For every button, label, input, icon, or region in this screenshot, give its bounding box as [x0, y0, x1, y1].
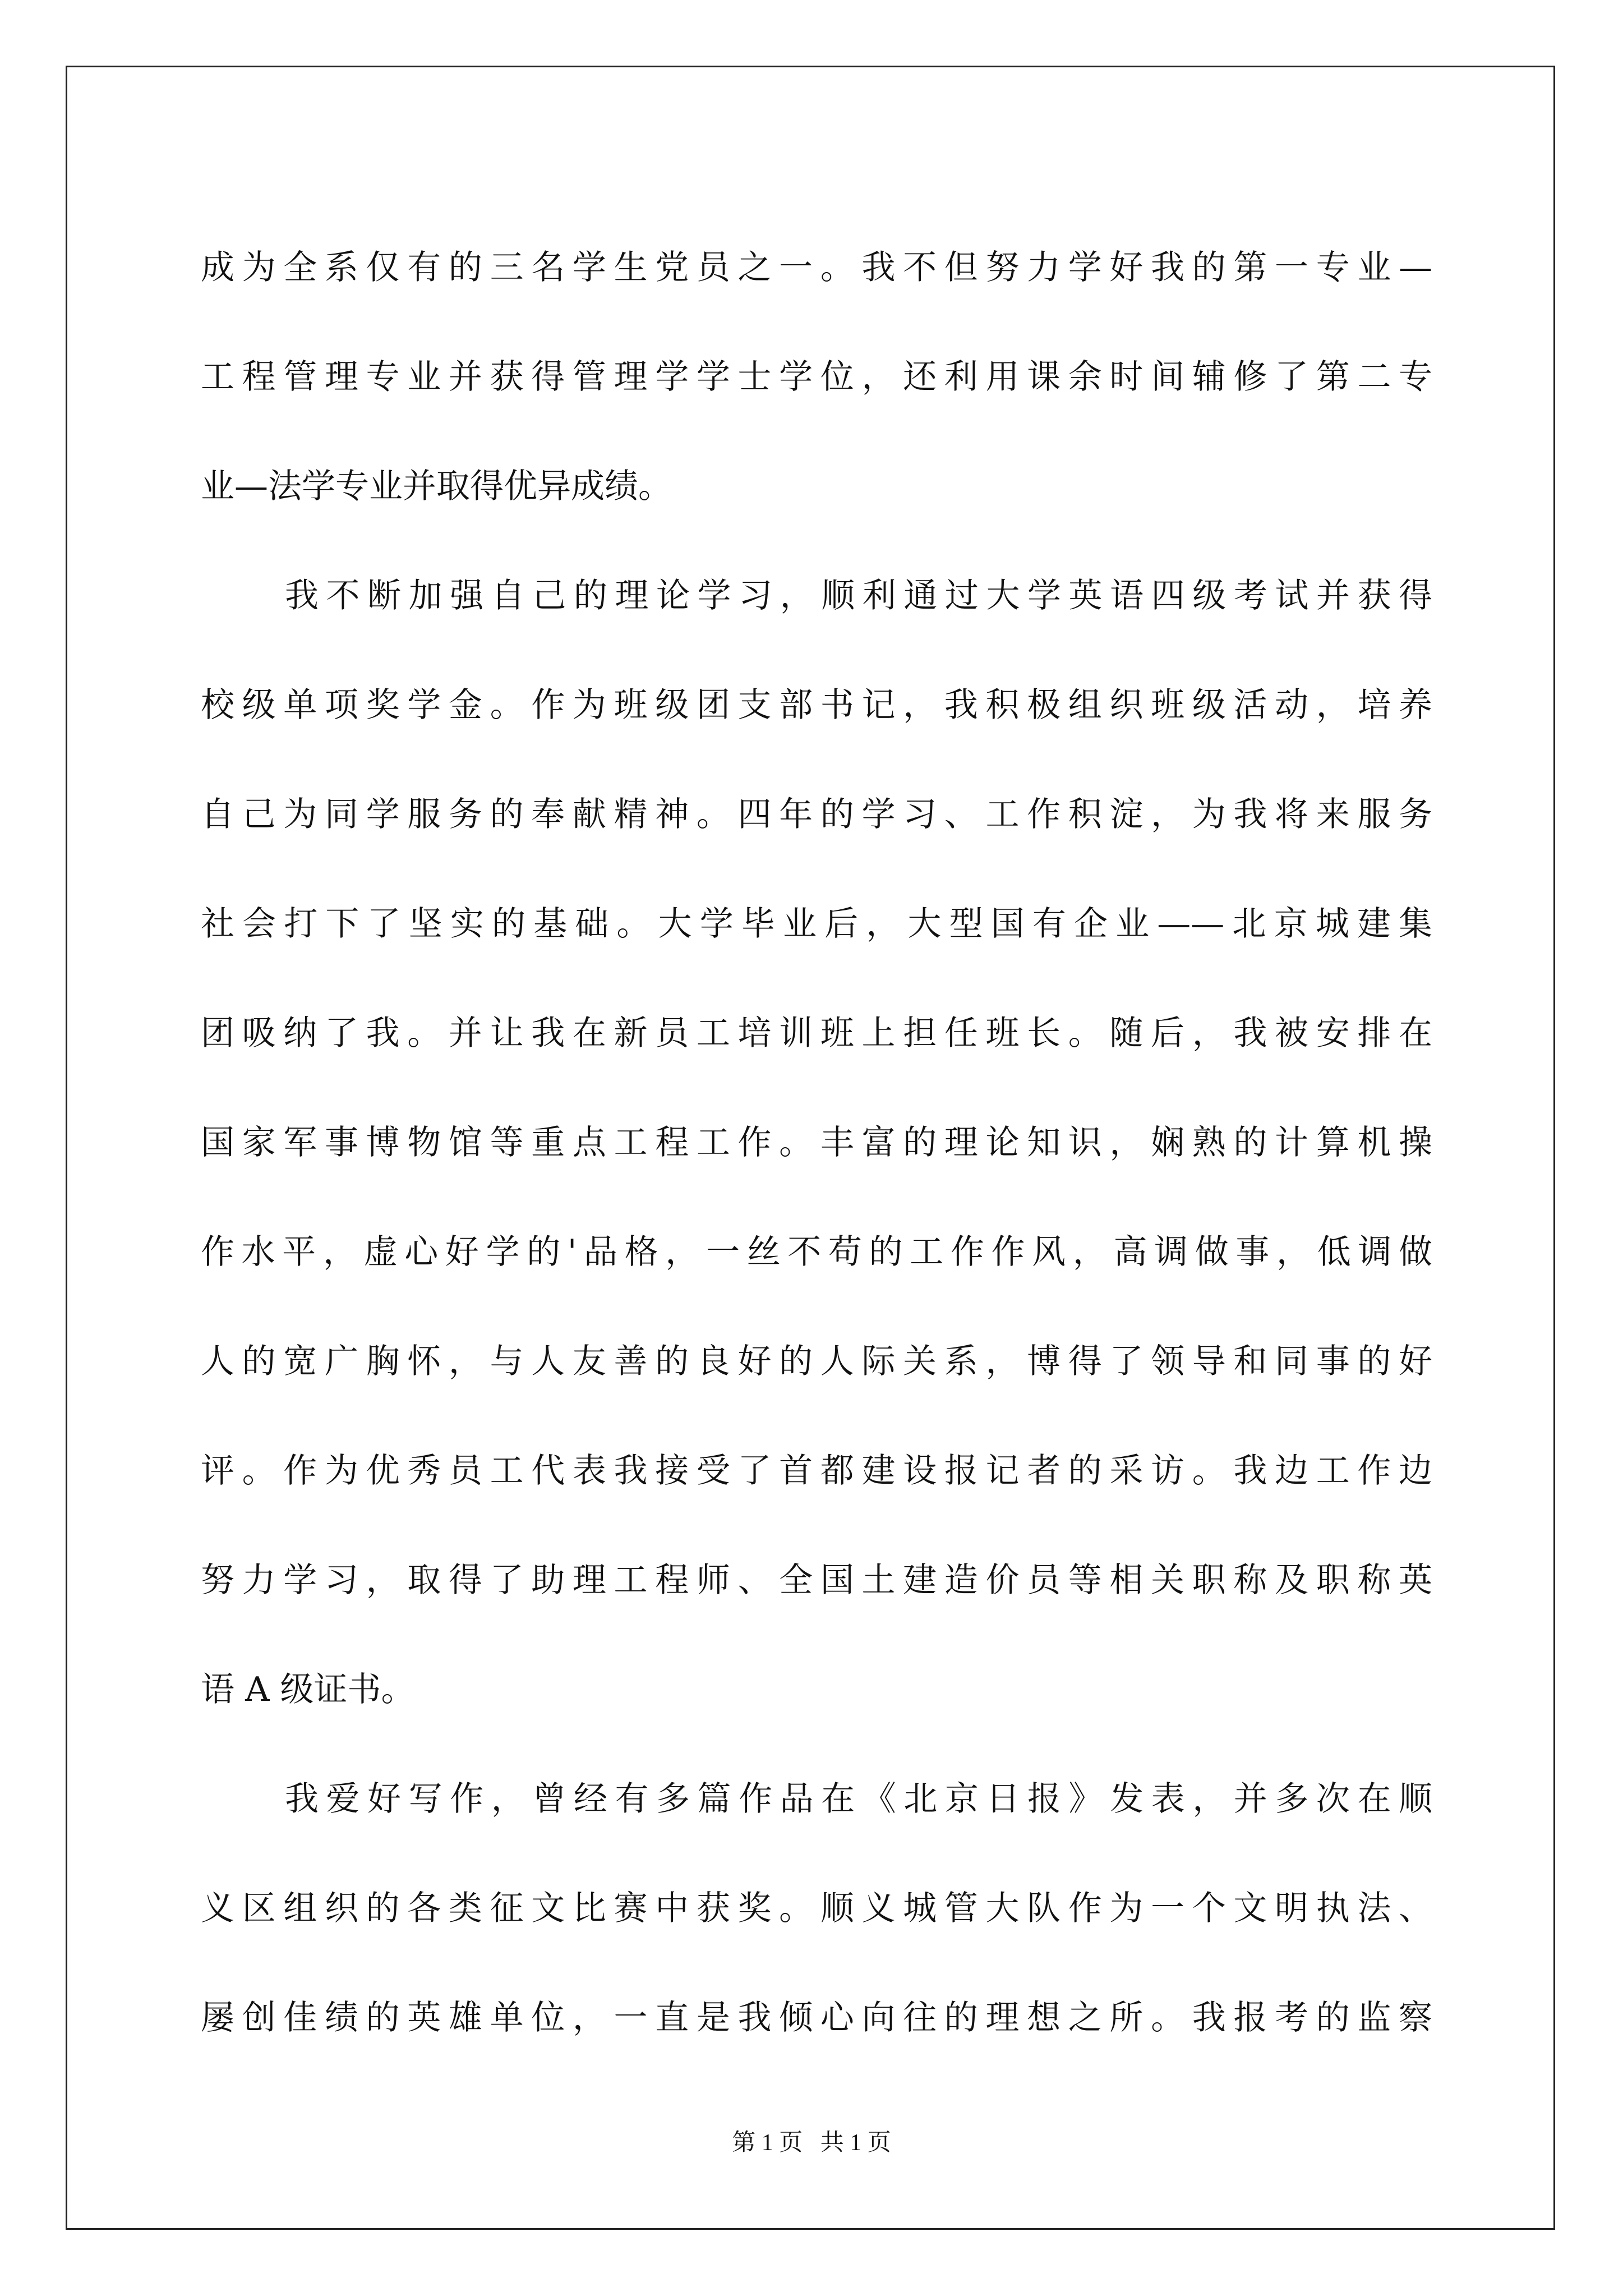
text-line: 自己为同学服务的奉献精神。四年的学习、工作积淀，为我将来服务 [201, 795, 1432, 834]
text-line: 校级单项奖学金。作为班级团支部书记，我积极组织班级活动，培养 [201, 685, 1432, 725]
text-line: 努力学习，取得了助理工程师、全国土建造价员等相关职称及职称英 [201, 1561, 1432, 1600]
text-line: 评。作为优秀员工代表我接受了首都建设报记者的采访。我边工作边 [201, 1451, 1432, 1490]
document-body [201, 213, 1432, 2073]
text-line: 作水平，虚心好学的'品格，一丝不苟的工作作风，高调做事，低调做 [201, 1232, 1432, 1272]
paragraph-first-line: 我不断加强自己的理论学习，顺利通过大学英语四级考试并获得 [285, 576, 1432, 615]
paragraph-first-line: 我爱好写作，曾经有多篇作品在《北京日报》发表，并多次在顺 [285, 1779, 1432, 1819]
text-line: 语 A 级证书。 [201, 1670, 415, 1709]
text-line: 工程管理专业并获得管理学学士学位，还利用课余时间辅修了第二专 [201, 357, 1432, 397]
text-line: 社会打下了坚实的基础。大学毕业后，大型国有企业——北京城建集 [201, 904, 1432, 944]
text-line: 人的宽广胸怀，与人友善的良好的人际关系，博得了领导和同事的好 [201, 1342, 1432, 1381]
text-line: 义区组织的各类征文比赛中获奖。顺义城管大队作为一个文明执法、 [201, 1889, 1432, 1928]
text-line: 成为全系仅有的三名学生党员之一。我不但努力学好我的第一专业— [201, 248, 1432, 287]
text-line: 国家军事博物馆等重点工程工作。丰富的理论知识，娴熟的计算机操 [201, 1123, 1432, 1162]
text-line: 业—法学专业并取得优异成绩。 [201, 467, 672, 506]
text-line: 团吸纳了我。并让我在新员工培训班上担任班长。随后，我被安排在 [201, 1014, 1432, 1053]
page-footer [0, 2126, 1623, 2160]
text-line: 屡创佳绩的英雄单位，一直是我倾心向往的理想之所。我报考的监察 [201, 1998, 1432, 2037]
page-number: 第 1 页 共 1 页 [732, 2130, 891, 2156]
